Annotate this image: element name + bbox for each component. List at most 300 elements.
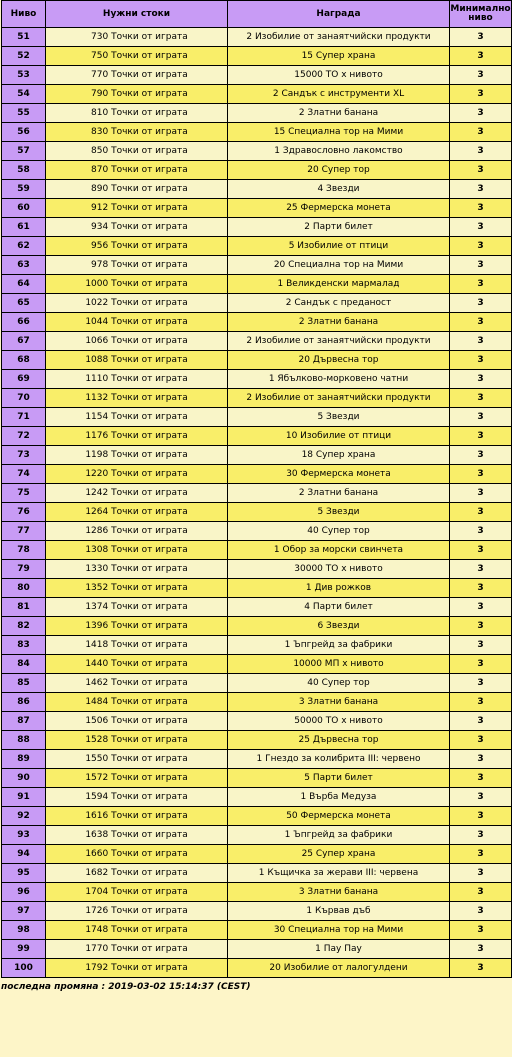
table-row [2,47,512,66]
level-cell: 98 [2,921,46,940]
reward-cell: 5 Парти билет [228,769,450,788]
level-cell: 99 [2,940,46,959]
min-level-cell: 3 [450,28,512,47]
goods-cell [46,161,228,180]
goods-amount: 790 [91,89,109,99]
goods-amount: 850 [91,146,109,156]
level-cell: 92 [2,807,46,826]
min-level-cell: 3 [450,769,512,788]
goods-cell [46,769,228,788]
goods-cell [46,47,228,66]
goods-amount: 1132 [85,393,109,403]
level-cell: 54 [2,85,46,104]
goods-cell [46,959,228,978]
goods-amount: 1396 [85,621,109,631]
goods-unit: Точки от играта [111,602,188,612]
level-cell: 78 [2,541,46,560]
goods-amount: 1022 [85,298,109,308]
level-cell: 74 [2,465,46,484]
level-cell: 83 [2,636,46,655]
goods-unit: Точки от играта [111,317,188,327]
goods-unit: Точки от играта [111,621,188,631]
level-cell: 87 [2,712,46,731]
goods-amount: 730 [91,32,109,42]
min-level-cell: 3 [450,218,512,237]
reward-cell: 15 Супер храна [228,47,450,66]
goods-amount: 1638 [85,830,109,840]
table-row [2,560,512,579]
goods-amount: 1594 [85,792,109,802]
min-level-cell: 3 [450,731,512,750]
min-level-cell: 3 [450,959,512,978]
goods-amount: 978 [91,260,109,270]
level-cell: 95 [2,864,46,883]
table-row [2,655,512,674]
table-row [2,674,512,693]
level-cell: 52 [2,47,46,66]
reward-cell: 2 Златни банана [228,104,450,123]
header-goods: Нужни стоки [46,1,228,28]
goods-unit: Точки от играта [111,374,188,384]
level-cell: 67 [2,332,46,351]
reward-cell: 1 Върба Медуза [228,788,450,807]
goods-cell [46,123,228,142]
table-row [2,636,512,655]
goods-cell [46,256,228,275]
level-cell: 97 [2,902,46,921]
goods-cell [46,845,228,864]
goods-cell [46,389,228,408]
table-row [2,180,512,199]
level-cell: 89 [2,750,46,769]
level-cell: 100 [2,959,46,978]
goods-unit: Точки от играта [111,925,188,935]
table-row [2,579,512,598]
level-cell: 56 [2,123,46,142]
level-cell: 94 [2,845,46,864]
table-row [2,351,512,370]
reward-cell: 3 Златни банана [228,883,450,902]
goods-cell [46,883,228,902]
goods-unit: Точки от играта [111,32,188,42]
table-row [2,256,512,275]
reward-cell: 15000 ТО x нивото [228,66,450,85]
goods-cell [46,864,228,883]
level-cell: 75 [2,484,46,503]
goods-cell [46,85,228,104]
goods-amount: 1308 [85,545,109,555]
goods-unit: Точки от играта [111,89,188,99]
min-level-cell: 3 [450,313,512,332]
min-level-cell: 3 [450,199,512,218]
goods-unit: Точки от играта [111,222,188,232]
goods-amount: 956 [91,241,109,251]
goods-unit: Точки от играта [111,469,188,479]
min-level-cell: 3 [450,598,512,617]
min-level-cell: 3 [450,294,512,313]
goods-unit: Точки от играта [111,659,188,669]
reward-cell: 2 Сандък с преданост [228,294,450,313]
goods-unit: Точки от играта [111,260,188,270]
min-level-cell: 3 [450,427,512,446]
table-row [2,332,512,351]
reward-cell: 1 Ъпгрейд за фабрики [228,826,450,845]
reward-cell: 40 Супер тор [228,522,450,541]
level-cell: 57 [2,142,46,161]
table-row [2,237,512,256]
table-row [2,693,512,712]
reward-cell: 15 Специална тор на Мими [228,123,450,142]
min-level-cell: 3 [450,902,512,921]
goods-amount: 1550 [85,754,109,764]
goods-amount: 1374 [85,602,109,612]
goods-amount: 1682 [85,868,109,878]
goods-unit: Точки от играта [111,241,188,251]
level-cell: 60 [2,199,46,218]
goods-unit: Точки от играта [111,640,188,650]
reward-cell: 25 Супер храна [228,845,450,864]
level-cell: 73 [2,446,46,465]
min-level-cell: 3 [450,446,512,465]
reward-cell: 2 Изобилие от занаятчийски продукти [228,389,450,408]
min-level-cell: 3 [450,142,512,161]
table-row [2,294,512,313]
level-cell: 79 [2,560,46,579]
min-level-cell: 3 [450,66,512,85]
reward-cell: 18 Супер храна [228,446,450,465]
table-header-row [2,1,512,28]
reward-cell: 1 Гнездо за колибрита III: червено [228,750,450,769]
table-row [2,940,512,959]
level-cell: 64 [2,275,46,294]
level-cell: 66 [2,313,46,332]
goods-cell [46,541,228,560]
min-level-cell: 3 [450,256,512,275]
level-cell: 63 [2,256,46,275]
goods-unit: Точки от играта [111,830,188,840]
goods-unit: Точки от играта [111,849,188,859]
reward-cell: 2 Златни банана [228,484,450,503]
level-cell: 96 [2,883,46,902]
goods-unit: Точки от играта [111,298,188,308]
goods-unit: Точки от играта [111,564,188,574]
goods-amount: 750 [91,51,109,61]
goods-unit: Точки от играта [111,583,188,593]
goods-amount: 1484 [85,697,109,707]
goods-cell [46,370,228,389]
goods-amount: 1572 [85,773,109,783]
goods-amount: 1506 [85,716,109,726]
min-level-cell: 3 [450,712,512,731]
min-level-cell: 3 [450,408,512,427]
goods-unit: Точки от играта [111,51,188,61]
min-level-cell: 3 [450,693,512,712]
table-row [2,465,512,484]
goods-cell [46,294,228,313]
level-cell: 65 [2,294,46,313]
goods-amount: 934 [91,222,109,232]
table-row [2,313,512,332]
reward-cell: 10 Изобилие от птици [228,427,450,446]
table-row [2,541,512,560]
goods-cell [46,142,228,161]
min-level-cell: 3 [450,864,512,883]
table-row [2,142,512,161]
goods-cell [46,731,228,750]
goods-unit: Точки от играта [111,678,188,688]
min-level-cell: 3 [450,161,512,180]
level-cell: 81 [2,598,46,617]
reward-cell: 1 Ябълково-морковено чатни [228,370,450,389]
goods-amount: 890 [91,184,109,194]
goods-cell [46,522,228,541]
reward-cell: 4 Парти билет [228,598,450,617]
table-row [2,28,512,47]
goods-amount: 1110 [85,374,109,384]
goods-amount: 1440 [85,659,109,669]
reward-cell: 25 Дървесна тор [228,731,450,750]
goods-cell [46,28,228,47]
level-cell: 76 [2,503,46,522]
goods-cell [46,921,228,940]
reward-cell: 1 Див рожков [228,579,450,598]
min-level-cell: 3 [450,883,512,902]
goods-unit: Точки от играта [111,944,188,954]
table-row [2,408,512,427]
goods-cell [46,218,228,237]
min-level-cell: 3 [450,275,512,294]
goods-unit: Точки от играта [111,868,188,878]
min-level-cell: 3 [450,636,512,655]
goods-unit: Точки от играта [111,906,188,916]
table-row [2,864,512,883]
goods-amount: 1704 [85,887,109,897]
reward-cell: 30000 ТО x нивото [228,560,450,579]
reward-cell: 2 Парти билет [228,218,450,237]
goods-amount: 1660 [85,849,109,859]
level-cell: 69 [2,370,46,389]
table-row [2,503,512,522]
goods-amount: 1616 [85,811,109,821]
goods-unit: Точки от играта [111,811,188,821]
reward-cell: 1 Ъпгрейд за фабрики [228,636,450,655]
goods-cell [46,66,228,85]
table-row [2,902,512,921]
level-cell: 88 [2,731,46,750]
min-level-cell: 3 [450,370,512,389]
header-level: Ниво [2,1,46,28]
goods-amount: 1220 [85,469,109,479]
level-cell: 77 [2,522,46,541]
goods-cell [46,104,228,123]
min-level-cell: 3 [450,180,512,199]
reward-cell: 2 Златни банана [228,313,450,332]
goods-unit: Точки от играта [111,716,188,726]
goods-cell [46,275,228,294]
reward-cell: 1 Кървав дъб [228,902,450,921]
reward-cell: 2 Изобилие от занаятчийски продукти [228,332,450,351]
goods-cell [46,693,228,712]
goods-unit: Точки от играта [111,697,188,707]
goods-amount: 1088 [85,355,109,365]
level-cell: 53 [2,66,46,85]
min-level-cell: 3 [450,332,512,351]
goods-cell [46,674,228,693]
goods-cell [46,408,228,427]
goods-cell [46,237,228,256]
last-modified: последна промяна : 2019-03-02 15:14:37 (CEST) [1,982,251,992]
goods-amount: 1462 [85,678,109,688]
table-row [2,123,512,142]
goods-amount: 1000 [85,279,109,289]
goods-unit: Точки от играта [111,393,188,403]
table-row [2,845,512,864]
min-level-cell: 3 [450,560,512,579]
level-cell: 91 [2,788,46,807]
min-level-cell: 3 [450,123,512,142]
goods-amount: 1528 [85,735,109,745]
table-row [2,750,512,769]
min-level-cell: 3 [450,845,512,864]
goods-unit: Точки от играта [111,279,188,289]
goods-unit: Точки от играта [111,507,188,517]
goods-amount: 1286 [85,526,109,536]
min-level-cell: 3 [450,104,512,123]
goods-amount: 1748 [85,925,109,935]
reward-cell: 40 Супер тор [228,674,450,693]
goods-cell [46,332,228,351]
reward-cell: 30 Специална тор на Мими [228,921,450,940]
goods-cell [46,826,228,845]
table-row [2,446,512,465]
goods-unit: Точки от играта [111,887,188,897]
min-level-cell: 3 [450,237,512,256]
reward-cell: 6 Звезди [228,617,450,636]
min-level-cell: 3 [450,655,512,674]
reward-cell: 4 Звезди [228,180,450,199]
table-row [2,427,512,446]
level-cell: 68 [2,351,46,370]
goods-unit: Точки от играта [111,355,188,365]
goods-amount: 870 [91,165,109,175]
goods-cell [46,560,228,579]
min-level-cell: 3 [450,389,512,408]
goods-cell [46,465,228,484]
reward-cell: 30 Фермерска монета [228,465,450,484]
level-cell: 80 [2,579,46,598]
table-row [2,66,512,85]
table-row [2,275,512,294]
reward-cell: 5 Изобилие от птици [228,237,450,256]
goods-cell [46,636,228,655]
goods-amount: 1770 [85,944,109,954]
reward-cell: 3 Златни банана [228,693,450,712]
reward-cell: 1 Къщичка за жерави III: червена [228,864,450,883]
table-row [2,883,512,902]
table-body [2,28,512,978]
goods-cell [46,598,228,617]
goods-amount: 1154 [85,412,109,422]
reward-cell: 20 Супер тор [228,161,450,180]
min-level-cell: 3 [450,85,512,104]
table-row [2,921,512,940]
goods-amount: 770 [91,70,109,80]
min-level-cell: 3 [450,484,512,503]
goods-cell [46,427,228,446]
reward-cell: 20 Изобилие от лалогулдени [228,959,450,978]
goods-amount: 1264 [85,507,109,517]
level-cell: 93 [2,826,46,845]
goods-cell [46,503,228,522]
table-row [2,522,512,541]
table-row [2,769,512,788]
min-level-cell: 3 [450,579,512,598]
reward-cell: 20 Специална тор на Мими [228,256,450,275]
reward-cell: 50 Фермерска монета [228,807,450,826]
table-row [2,712,512,731]
level-cell: 72 [2,427,46,446]
goods-unit: Точки от играта [111,412,188,422]
reward-cell: 5 Звезди [228,408,450,427]
goods-amount: 912 [91,203,109,213]
reward-cell: 50000 ТО x нивото [228,712,450,731]
reward-cell: 5 Звезди [228,503,450,522]
reward-cell: 10000 МП x нивото [228,655,450,674]
min-level-cell: 3 [450,465,512,484]
goods-cell [46,750,228,769]
goods-unit: Точки от играта [111,450,188,460]
goods-cell [46,788,228,807]
goods-amount: 1066 [85,336,109,346]
level-cell: 61 [2,218,46,237]
level-cell: 70 [2,389,46,408]
goods-unit: Точки от играта [111,203,188,213]
reward-cell: 25 Фермерска монета [228,199,450,218]
table-row [2,484,512,503]
min-level-cell: 3 [450,617,512,636]
reward-cell: 2 Изобилие от занаятчийски продукти [228,28,450,47]
reward-cell: 20 Дървесна тор [228,351,450,370]
table-row [2,807,512,826]
level-cell: 86 [2,693,46,712]
level-cell: 85 [2,674,46,693]
min-level-cell: 3 [450,541,512,560]
goods-unit: Точки от играта [111,127,188,137]
level-cell: 84 [2,655,46,674]
goods-cell [46,940,228,959]
goods-cell [46,199,228,218]
goods-amount: 1176 [85,431,109,441]
header-min-level: Минимално ниво [450,1,512,28]
level-cell: 82 [2,617,46,636]
table-row [2,161,512,180]
goods-unit: Точки от играта [111,431,188,441]
table-row [2,199,512,218]
min-level-cell: 3 [450,503,512,522]
goods-cell [46,617,228,636]
goods-unit: Точки от играта [111,165,188,175]
goods-amount: 1418 [85,640,109,650]
header-reward: Награда [228,1,450,28]
goods-unit: Точки от играта [111,146,188,156]
goods-amount: 1792 [85,963,109,973]
table-row [2,370,512,389]
goods-unit: Точки от играта [111,184,188,194]
goods-amount: 830 [91,127,109,137]
goods-cell [46,579,228,598]
table-row [2,598,512,617]
goods-unit: Точки от играта [111,773,188,783]
